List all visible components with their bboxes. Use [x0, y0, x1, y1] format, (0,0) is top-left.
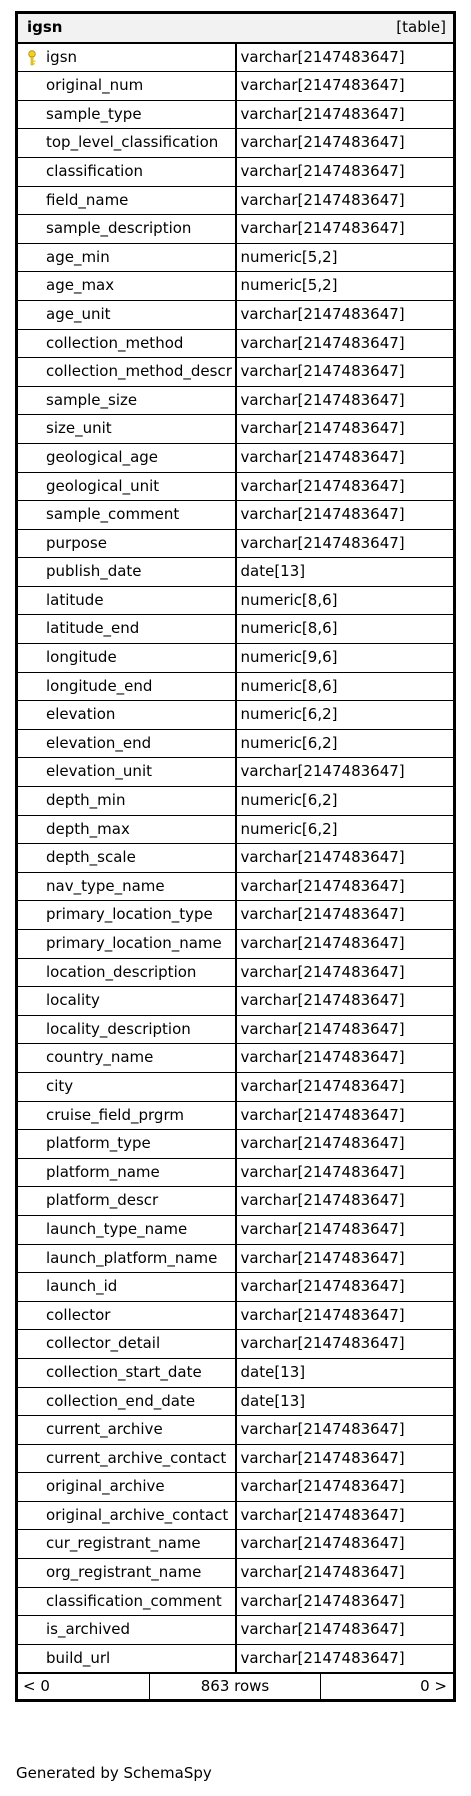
column-row	[17, 758, 455, 787]
column-row	[17, 1444, 455, 1473]
column-name-text: locality	[46, 991, 100, 1010]
column-row	[17, 729, 455, 758]
column-name-text: longitude	[46, 648, 117, 667]
column-name-text: org_registrant_name	[46, 1563, 202, 1582]
column-row	[17, 1101, 455, 1130]
column-name	[17, 529, 236, 558]
column-type: varchar[2147483647]	[236, 1473, 455, 1502]
column-row	[17, 901, 455, 930]
column-name	[17, 1215, 236, 1244]
column-row	[17, 215, 455, 244]
column-name	[17, 1101, 236, 1130]
column-name-text: cruise_field_prgrm	[46, 1105, 184, 1124]
column-row	[17, 1559, 455, 1588]
column-name-text: locality_description	[46, 1019, 191, 1038]
column-name-text: platform_type	[46, 1134, 151, 1153]
column-name	[17, 157, 236, 186]
column-type: numeric[6,2]	[236, 729, 455, 758]
column-type: varchar[2147483647]	[236, 844, 455, 873]
column-name	[17, 701, 236, 730]
column-name	[17, 1301, 236, 1330]
column-type: varchar[2147483647]	[236, 958, 455, 987]
column-type: numeric[8,6]	[236, 586, 455, 615]
column-row	[17, 1158, 455, 1187]
column-type: varchar[2147483647]	[236, 329, 455, 358]
column-row	[17, 358, 455, 387]
column-name	[17, 1015, 236, 1044]
column-name	[17, 272, 236, 301]
column-type: numeric[5,2]	[236, 272, 455, 301]
column-type: varchar[2147483647]	[236, 1501, 455, 1530]
column-name	[17, 844, 236, 873]
column-name	[17, 415, 236, 444]
column-row	[17, 443, 455, 472]
column-row	[17, 501, 455, 530]
column-name	[17, 1130, 236, 1159]
parents-count: < 0	[18, 1674, 150, 1699]
column-type: varchar[2147483647]	[236, 157, 455, 186]
column-name-text: collection_method	[46, 333, 184, 352]
column-type: varchar[2147483647]	[236, 1158, 455, 1187]
column-row	[17, 987, 455, 1016]
column-name	[17, 215, 236, 244]
column-name	[17, 644, 236, 673]
column-name	[17, 1044, 236, 1073]
column-name	[17, 243, 236, 272]
column-row	[17, 1473, 455, 1502]
column-name	[17, 815, 236, 844]
column-name-text: current_archive_contact	[46, 1448, 227, 1467]
column-type: numeric[8,6]	[236, 672, 455, 701]
column-name-text: depth_scale	[46, 848, 136, 867]
column-name-text: launch_type_name	[46, 1219, 188, 1238]
column-name	[17, 729, 236, 758]
footer-cell	[17, 1673, 455, 1701]
column-type: varchar[2147483647]	[236, 1044, 455, 1073]
column-row	[17, 1072, 455, 1101]
column-name	[17, 758, 236, 787]
column-row	[17, 1530, 455, 1559]
column-type: varchar[2147483647]	[236, 901, 455, 930]
column-row	[17, 1215, 455, 1244]
column-name-text: purpose	[46, 533, 107, 552]
row-count: 863 rows	[150, 1674, 321, 1699]
column-row	[17, 129, 455, 158]
column-name	[17, 958, 236, 987]
column-type: varchar[2147483647]	[236, 1301, 455, 1330]
column-row	[17, 1616, 455, 1645]
column-row	[17, 186, 455, 215]
column-type: varchar[2147483647]	[236, 1072, 455, 1101]
column-name-text: country_name	[46, 1048, 154, 1067]
column-name	[17, 930, 236, 959]
column-row	[17, 615, 455, 644]
column-row	[17, 386, 455, 415]
column-type: varchar[2147483647]	[236, 1273, 455, 1302]
column-name	[17, 443, 236, 472]
column-row	[17, 1501, 455, 1530]
column-type: varchar[2147483647]	[236, 1644, 455, 1673]
column-type: varchar[2147483647]	[236, 386, 455, 415]
column-type: varchar[2147483647]	[236, 1530, 455, 1559]
column-name-text: age_unit	[46, 304, 111, 323]
column-name-text: classification	[46, 161, 144, 180]
column-type: varchar[2147483647]	[236, 443, 455, 472]
column-name-text: age_max	[46, 276, 115, 295]
column-name-text: is_archived	[46, 1620, 131, 1639]
column-name-text: top_level_classification	[46, 133, 219, 152]
column-name-text: collection_start_date	[46, 1362, 202, 1381]
column-row	[17, 1587, 455, 1616]
column-type: numeric[5,2]	[236, 243, 455, 272]
column-name	[17, 901, 236, 930]
column-name-text: collection_end_date	[46, 1391, 196, 1410]
column-name-text: build_url	[46, 1648, 111, 1667]
column-name-text: geological_age	[46, 447, 159, 466]
column-name-text: sample_type	[46, 104, 142, 123]
column-type: varchar[2147483647]	[236, 129, 455, 158]
column-name	[17, 1158, 236, 1187]
column-name-text: igsn	[46, 47, 78, 66]
column-name-text: publish_date	[46, 562, 142, 581]
column-name-text: sample_description	[46, 219, 192, 238]
column-name	[17, 186, 236, 215]
column-name	[17, 1072, 236, 1101]
column-name	[17, 1559, 236, 1588]
key-icon	[27, 50, 37, 66]
column-name-text: platform_descr	[46, 1191, 159, 1210]
column-type: varchar[2147483647]	[236, 472, 455, 501]
column-row	[17, 72, 455, 101]
column-name	[17, 1587, 236, 1616]
column-row	[17, 672, 455, 701]
column-type: varchar[2147483647]	[236, 1244, 455, 1273]
column-type: varchar[2147483647]	[236, 358, 455, 387]
column-name-text: primary_location_name	[46, 934, 222, 952]
column-name-text: depth_min	[46, 791, 126, 810]
column-row	[17, 1244, 455, 1273]
column-name	[17, 472, 236, 501]
column-type: varchar[2147483647]	[236, 872, 455, 901]
column-type: varchar[2147483647]	[236, 100, 455, 129]
column-name-text: size_unit	[46, 419, 112, 438]
table-footer	[17, 1673, 455, 1701]
column-name	[17, 1358, 236, 1387]
column-name-text: city	[46, 1076, 74, 1095]
column-type: numeric[8,6]	[236, 615, 455, 644]
column-name	[17, 386, 236, 415]
column-type: varchar[2147483647]	[236, 1130, 455, 1159]
column-name-text: sample_size	[46, 390, 138, 409]
column-name-text: geological_unit	[46, 476, 160, 495]
column-row	[17, 1387, 455, 1416]
column-type: varchar[2147483647]	[236, 215, 455, 244]
column-row	[17, 1330, 455, 1359]
column-name-text: launch_platform_name	[46, 1248, 218, 1267]
column-name	[17, 987, 236, 1016]
column-row	[17, 1015, 455, 1044]
column-name	[17, 501, 236, 530]
column-type: varchar[2147483647]	[236, 529, 455, 558]
column-name	[17, 672, 236, 701]
column-type: varchar[2147483647]	[236, 930, 455, 959]
column-type: varchar[2147483647]	[236, 1616, 455, 1645]
column-name-text: field_name	[46, 190, 129, 209]
column-name	[17, 43, 236, 72]
column-name-text: collector_detail	[46, 1334, 161, 1353]
column-row	[17, 1044, 455, 1073]
column-name-text: latitude_end	[46, 619, 140, 638]
column-row	[17, 300, 455, 329]
column-type: date[13]	[236, 1387, 455, 1416]
table-name: igsn	[17, 13, 236, 43]
column-name	[17, 100, 236, 129]
column-name-text: depth_max	[46, 819, 130, 838]
column-row	[17, 243, 455, 272]
column-name-text: nav_type_name	[46, 876, 165, 895]
column-name	[17, 558, 236, 587]
column-name	[17, 1616, 236, 1645]
column-name	[17, 1444, 236, 1473]
column-type: varchar[2147483647]	[236, 72, 455, 101]
column-name-text: cur_registrant_name	[46, 1534, 201, 1553]
column-row	[17, 1416, 455, 1445]
column-row	[17, 644, 455, 673]
column-type: date[13]	[236, 1358, 455, 1387]
column-type: varchar[2147483647]	[236, 1444, 455, 1473]
column-name-text: classification_comment	[46, 1591, 222, 1610]
column-row	[17, 815, 455, 844]
column-row	[17, 157, 455, 186]
column-row	[17, 701, 455, 730]
column-row	[17, 272, 455, 301]
column-type: varchar[2147483647]	[236, 1101, 455, 1130]
column-type: varchar[2147483647]	[236, 1015, 455, 1044]
column-type: numeric[6,2]	[236, 701, 455, 730]
column-type: varchar[2147483647]	[236, 186, 455, 215]
column-row	[17, 558, 455, 587]
column-type: varchar[2147483647]	[236, 501, 455, 530]
column-name	[17, 329, 236, 358]
column-name	[17, 1244, 236, 1273]
column-name-text: original_num	[46, 76, 144, 95]
column-type: varchar[2147483647]	[236, 987, 455, 1016]
column-row	[17, 415, 455, 444]
column-name	[17, 300, 236, 329]
column-row	[17, 930, 455, 959]
column-row	[17, 1187, 455, 1216]
column-name-text: primary_location_type	[46, 905, 213, 924]
table-kind: [table]	[236, 13, 455, 43]
column-type: varchar[2147483647]	[236, 1587, 455, 1616]
column-name-text: elevation_unit	[46, 762, 152, 781]
column-type: varchar[2147483647]	[236, 415, 455, 444]
column-name-text: collector	[46, 1305, 111, 1324]
column-type: varchar[2147483647]	[236, 1187, 455, 1216]
column-name	[17, 787, 236, 816]
column-name	[17, 1273, 236, 1302]
column-name	[17, 129, 236, 158]
column-row	[17, 472, 455, 501]
column-row	[17, 787, 455, 816]
column-name-text: age_min	[46, 247, 110, 266]
column-row	[17, 529, 455, 558]
column-name	[17, 586, 236, 615]
column-name	[17, 1187, 236, 1216]
column-name	[17, 1330, 236, 1359]
column-row	[17, 1644, 455, 1673]
generated-by-label: Generated by SchemaSpy	[16, 1764, 212, 1782]
column-type: varchar[2147483647]	[240, 47, 405, 66]
column-row	[17, 1273, 455, 1302]
column-name	[17, 1387, 236, 1416]
column-name-text: longitude_end	[46, 676, 153, 695]
column-name-text: latitude	[46, 590, 104, 609]
column-name	[17, 615, 236, 644]
column-row	[17, 958, 455, 987]
schema-table	[15, 11, 456, 1702]
column-name-text: original_archive_contact	[46, 1505, 229, 1524]
column-type: numeric[6,2]	[236, 815, 455, 844]
column-name	[17, 1644, 236, 1673]
column-type: varchar[2147483647]	[236, 758, 455, 787]
column-name-text: collection_method_descr	[46, 362, 232, 381]
column-name	[17, 1416, 236, 1445]
column-name	[17, 1501, 236, 1530]
column-type: varchar[2147483647]	[236, 1330, 455, 1359]
column-name-text: location_description	[46, 962, 197, 981]
column-row	[17, 100, 455, 129]
column-type: numeric[9,6]	[236, 644, 455, 673]
column-name-text: launch_id	[46, 1277, 118, 1296]
children-count: 0 >	[420, 1677, 447, 1696]
column-type: date[13]	[236, 558, 455, 587]
column-name-text: elevation_end	[46, 733, 152, 752]
column-type: varchar[2147483647]	[236, 300, 455, 329]
column-row	[17, 586, 455, 615]
column-name	[17, 1530, 236, 1559]
column-name	[17, 358, 236, 387]
column-type: numeric[6,2]	[236, 787, 455, 816]
column-type: varchar[2147483647]	[236, 1559, 455, 1588]
column-name-text: current_archive	[46, 1420, 163, 1439]
column-name-text: elevation	[46, 705, 116, 724]
column-row	[17, 1130, 455, 1159]
column-row	[17, 329, 455, 358]
column-row	[17, 1301, 455, 1330]
column-name	[17, 1473, 236, 1502]
column-name	[17, 72, 236, 101]
column-row	[17, 1358, 455, 1387]
column-type: varchar[2147483647]	[236, 1416, 455, 1445]
column-type: varchar[2147483647]	[236, 1215, 455, 1244]
column-row	[17, 43, 455, 72]
column-name	[17, 872, 236, 901]
column-name-text: sample_comment	[46, 505, 180, 524]
column-name-text: original_archive	[46, 1477, 165, 1496]
column-row	[17, 844, 455, 873]
column-row	[17, 872, 455, 901]
table-header-row	[17, 13, 455, 43]
column-name-text: platform_name	[46, 1162, 160, 1181]
